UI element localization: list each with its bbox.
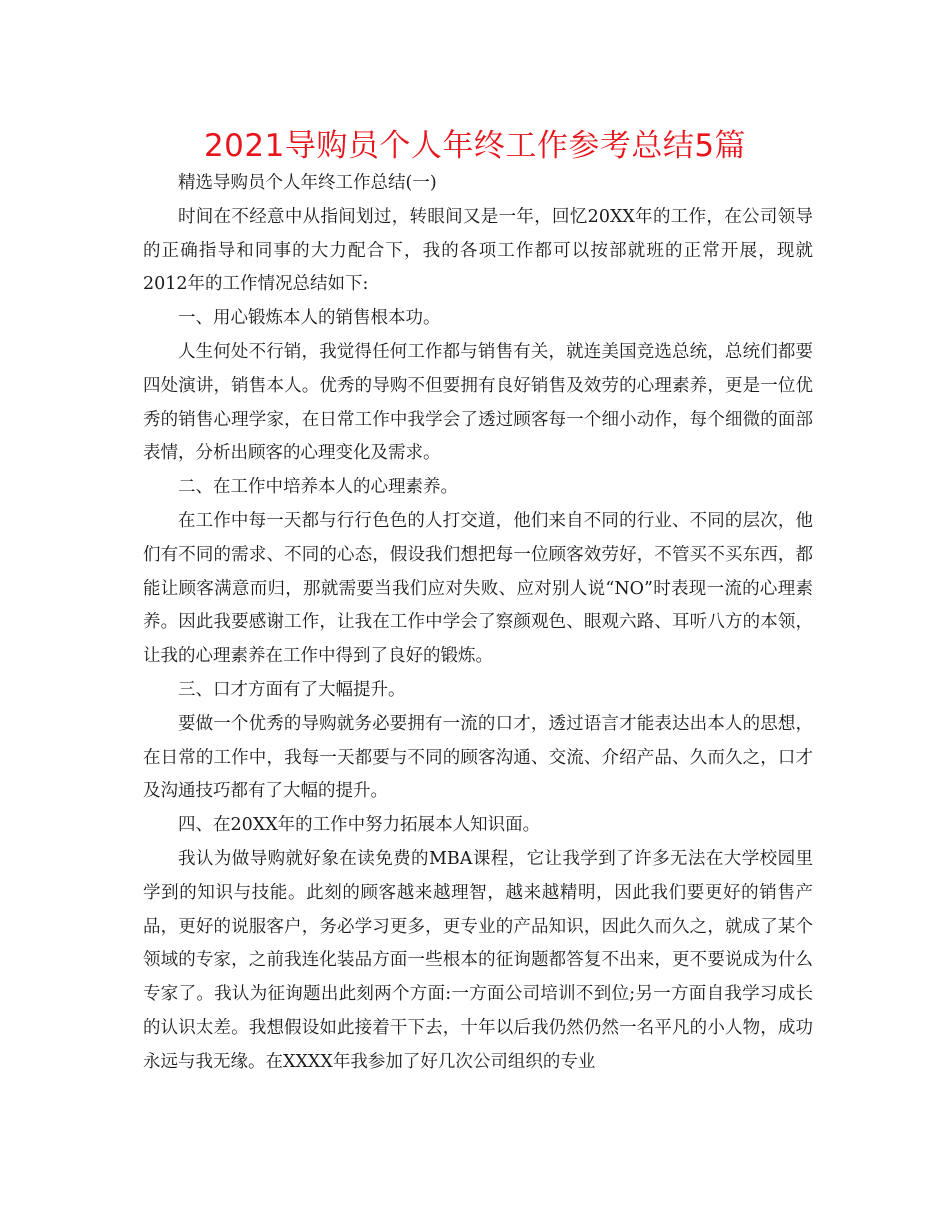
paragraph: 时间在不经意中从指间划过，转眼间又是一年，回忆20XX年的工作，在公司领导的正确指导和同事的大力配合下，我的各项工作都可以按部就班的正常开展，现就2012年的工作情况总结如下: bbox=[143, 206, 813, 295]
section-heading: 三、口才方面有了大幅提升。 bbox=[178, 679, 406, 700]
paragraph: 我认为做导购就好象在读免费的MBA课程，它让我学到了许多无法在大学校园里学到的知识与技能。此刻的顾客越来越理智，越来越精明，因此我们要更好的销售产品，更好的说服客户，务必学习更多，更专业的产品知识，因此久而久之，就成了某个领域的专家，之前我连化装品方面一些根本的征询题都答复不出来，更不要说成为什么专家了。我认为征询题出此刻两个方面:一方面公司培训不到位;另一方面自我学习成长的认识太差。我想假设如此接着干下去，十年以后我仍然仍然一名平凡的小人物，成功永远与我无缘。在XXXX年我参加了好几次公司组织的专业 bbox=[143, 848, 813, 1072]
section-heading: 精选导购员个人年终工作总结(一) bbox=[178, 173, 437, 193]
document-body bbox=[143, 167, 813, 1080]
section-heading: 一、用心锻炼本人的销售根本功。 bbox=[178, 308, 441, 329]
section-heading: 四、在20XX年的工作中努力拓展本人知识面。 bbox=[178, 815, 541, 836]
document-title: 2021导购员个人年终工作参考总结5篇 bbox=[203, 128, 747, 164]
section-heading: 二、在工作中培养本人的心理素养。 bbox=[178, 477, 458, 498]
paragraph: 在工作中每一天都与行行色色的人打交道，他们来自不同的行业、不同的层次，他们有不同的需求、不同的心态，假设我们想把每一位顾客效劳好，不管买不买东西，都能让顾客满意而归，那就需要当我们应对失败、应对别人说“NO”时表现一流的心理素养。因此我要感谢工作，让我在工作中学会了察颜观色、眼观六路、耳听八方的本领，让我的心理素养在工作中得到了良好的锻炼。 bbox=[143, 510, 813, 667]
paragraph: 要做一个优秀的导购就务必要拥有一流的口才，透过语言才能表达出本人的思想，在日常的工作中，我每一天都要与不同的顾客沟通、交流、介绍产品、久而久之，口才及沟通技巧都有了大幅的提升。 bbox=[143, 713, 813, 802]
paragraph: 人生何处不行销，我觉得任何工作都与销售有关，就连美国竞选总统，总统们都要四处演讲，销售本人。优秀的导购不但要拥有良好销售及效劳的心理素养，更是一位优秀的销售心理学家，在日常工作中我学会了透过顾客每一个细小动作，每个细微的面部表情，分析出顾客的心理变化及需求。 bbox=[143, 341, 813, 464]
